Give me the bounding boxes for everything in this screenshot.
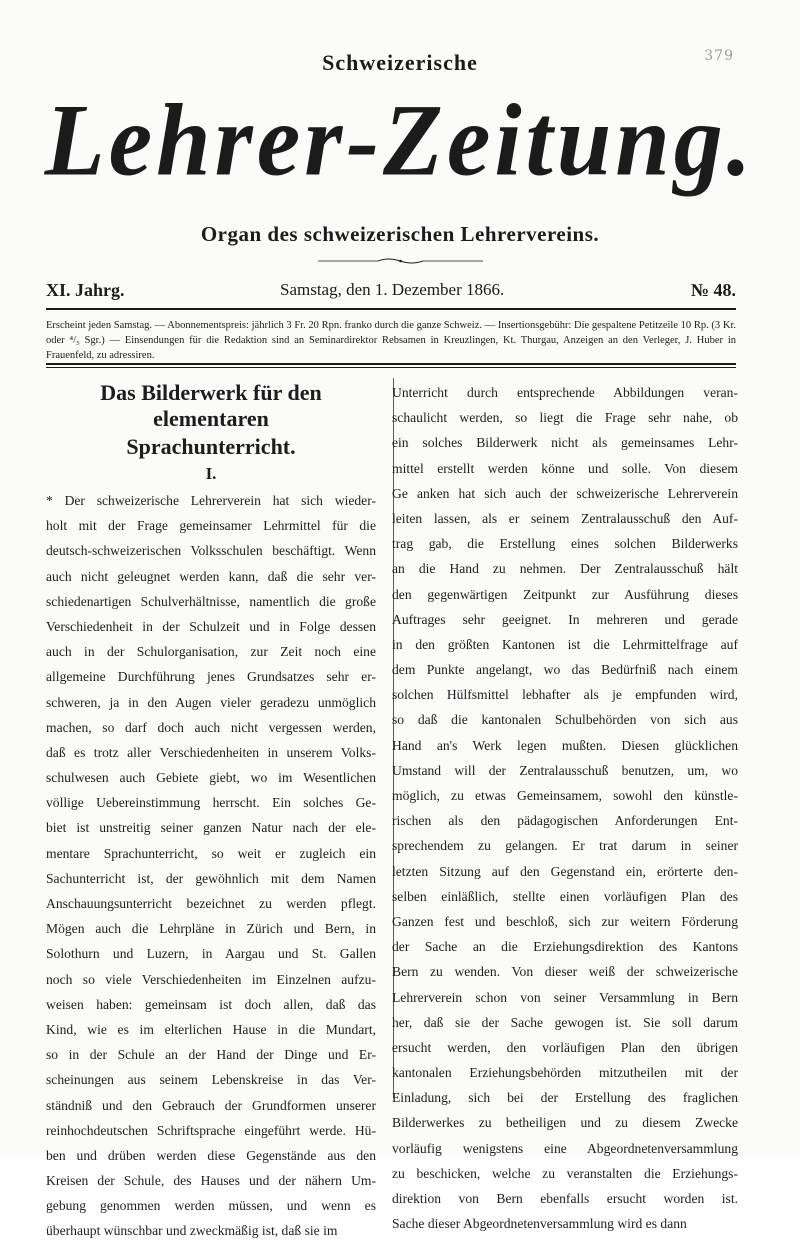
text-line: Ge anken hat sich auch der schweizerische Lehrerverein [392,485,738,501]
text-line: Auftrages sehr geeignet. In mehreren und gerade [392,611,738,627]
text-line: letzten Sitzung auf den Gegenstand ein, erörterte den- [392,863,738,879]
text-line: allgemeine Durchführung jenes Grundsatzes sehr er- [46,669,376,685]
text-line: schweren, ja in den Augen vieler geradezu unmöglich [46,694,376,710]
text-line: vorläufig wenigstens eine Abgeordnetenversammlung [392,1140,738,1156]
text-line: holt mit der Frage gemeinsamer Lehrmittel für die [46,518,376,534]
section-number: I. [205,464,217,483]
text-line: biet ist unstreitig seiner ganzen Natur nach der ele- [46,820,376,836]
text-line: der Sache an die Erziehungsdirektion des Kantons [392,939,738,955]
text-line: mentare Sprachunterricht, so weit er zugleich ein [46,845,376,861]
text-line: auch in der Schulorganisation, zur Zeit noch eine [46,644,376,660]
article-heading-line1: Das Bilderwerk für den elementaren [100,380,322,431]
page-number: 379 [704,48,734,64]
article-column-left [46,380,376,1244]
text-line: Bern zu wenden. Von dieser weiß der schweizerische [392,964,738,980]
text-line: völlige Uebereinstimmung herrscht. Ein solches Ge- [46,795,376,811]
text-line: noch so viele Verschiedenheiten im Einzelnen aufzu- [46,971,376,987]
right-column-text [392,380,738,1236]
text-line: Umstand will der Zentralausschuß benutzen, um, wo [392,762,738,778]
text-line: so in der Schule an der Hand der Dinge und Er- [46,1047,376,1063]
text-line: Kind, wie es im elterlichen Hause in die Mundart, [46,1021,376,1037]
issue-date: Samstag, den 1. Dezember 1866. [280,280,505,299]
text-line: Sachunterricht ist, der gewöhnlich mit dem Namen [46,870,376,886]
text-line: leiten lassen, als er seinem Zentralausschuß den Auf- [392,510,738,526]
masthead-subtitle: Organ des schweizerischen Lehrervereins. [200,222,600,246]
text-line: an die Hand zu nehmen. Der Zentralausschuß hält [392,561,738,577]
text-line: Kreisen der Schule, des Hauses und der nähern Um- [46,1173,376,1189]
text-line: direktion von Bern ebenfalls ersucht worden ist. [392,1191,738,1206]
text-line: Sache dieser Abgeordnetenversammlung wird es dann [392,1216,687,1232]
text-line: ständniß und den Gebrauch der Grundformen unserer [46,1097,376,1113]
text-line: dem Punkte angelangt, wo das Bedürfniß nach einem [392,662,738,678]
text-line: solchen Hülfsmittel lebhafter als je empfunden wird, [392,687,738,703]
text-line: rischen als den pädagogischen Anforderungen Ent- [392,813,738,829]
text-line: trag gab, die Erstellung eines solchen Bilderwerks [392,536,738,552]
text-line: den gegenwärtigen Zeitpunkt zur Ausführung dieses [392,586,738,602]
text-line: Ganzen fest und beschloß, sich zur weitern Förderung [392,913,738,929]
text-line: ersucht werden, den vorläufigen Plan den übrigen [392,1039,738,1055]
text-line: so daß die kantonalen Schulbehörden von sich aus [392,712,738,728]
text-line: deutsch-schweizerischen Volksschulen beschäftigt. Wenn [46,543,376,559]
rule-top [46,308,736,310]
rule-mid-thin [46,367,736,368]
text-line: Bilderwerkes zu betheiligen und zu diesem Zwecke [392,1115,738,1131]
text-line: Anschauungsunterricht bezeichnet zu werden pflegt. [46,896,376,911]
masthead-superscript: Schweizerische [322,50,478,75]
text-line: Solothurn und Luzern, in Aargau und St. Gallen [46,946,376,962]
text-line: weisen haben: gemeinsam ist doch allen, daß das [46,996,376,1012]
text-line: gebung genommen werden müssen, und wenn es [46,1198,376,1214]
text-line: daß es trotz aller Verschiedenheiten in unserem Volks- [46,744,376,760]
text-line: auch nicht geleugnet werden kann, daß die sehr ver- [46,568,376,584]
text-line: kantonalen Erziehungsbehörden mitzutheilen mit der [392,1065,738,1081]
text-line: ben und drüben werden diese Gegenstände aus den [46,1147,376,1163]
text-line: ein solches Bilderwerk nicht als gemeinsames Lehr- [392,435,738,451]
text-line: scheinungen aus seinem Lebenskreise in das Ver- [46,1072,376,1088]
issue-number: № 48. [690,280,736,300]
issue-info-line [46,280,736,304]
article-heading-line2: Sprachunterricht. [126,434,296,459]
left-column-text [46,488,376,1244]
text-line: zu beschicken, welche zu veranstalten die Erziehungs- [392,1165,738,1181]
text-line: Hand an's Werk legen mußten. Diesen glücklichen [392,737,738,753]
ornament-divider [318,257,483,265]
text-line: Mögen auch die Lehrpläne in Zürich und Bern, in [46,921,376,937]
text-line: Verschiedenheit in der Schulzeit und in Folge dessen [46,618,376,634]
rule-mid [46,363,736,365]
text-line: schaulicht werden, so liegt die Frage sehr nahe, ob [392,410,738,426]
text-line: überhaupt wünschbar und zweckmäßig ist, daß sie im [46,1223,338,1239]
text-line: Unterricht durch entsprechende Abbildungen veran- [392,385,738,400]
volume-label: XI. Jahrg. [46,280,125,300]
subscription-notice: Erscheint jeden Samstag. — Abonnementspreis: jährlich 3 Fr. 20 Rpn. franko durch die ganze Schweiz. — Insertionsgebühr: Die gespaltene Petitzeile 10 Rp. (3 Kr. oder ⁴/₅ Sgr.) — Einsendungen für die Redaktion sind an Seminardirektor Rebsamen in Kreuzlingen, Kt. Thurgau, Anzeigen an den Verleger, J. Huber in Frauenfeld, zu adressiren. [46,320,736,361]
text-line: sprechendem zu gelangen. Er trat darum in seiner [392,838,738,854]
text-line: * Der schweizerische Lehrerverein hat sich wieder- [46,493,376,508]
text-line: selben einläßlich, stellte einen vorläufigen Plan des [392,888,738,904]
text-line: schulwesen auch Gebiete giebt, wo im Wesentlichen [46,770,376,786]
text-line: in den größten Kantonen ist die Lehrmittelfrage auf [392,636,738,652]
text-line: schiedenartigen Schulverhältnisse, namentlich die große [46,593,376,609]
text-line: Einladung, sich bei der Erstellung des fraglichen [392,1090,738,1106]
masthead-title: Lehrer-Zeitung. [44,84,756,198]
text-line: Lehrerverein schon von seiner Versammlung in Bern [392,989,738,1005]
text-line: reinhochdeutschen Schriftsprache eingeführt werde. Hü- [46,1122,376,1138]
text-line: möglich, zu etwas Gemeinsamem, sowohl den künstle- [392,788,738,803]
article-column-right [392,380,738,1236]
text-line: machen, so darf doch auch nicht vergessen werden, [46,719,376,735]
text-line: her, daß sie der Sache gewogen ist. Sie soll darum [392,1014,738,1030]
text-line: mittel erstellt werden könne und solle. Von diesem [392,460,738,476]
